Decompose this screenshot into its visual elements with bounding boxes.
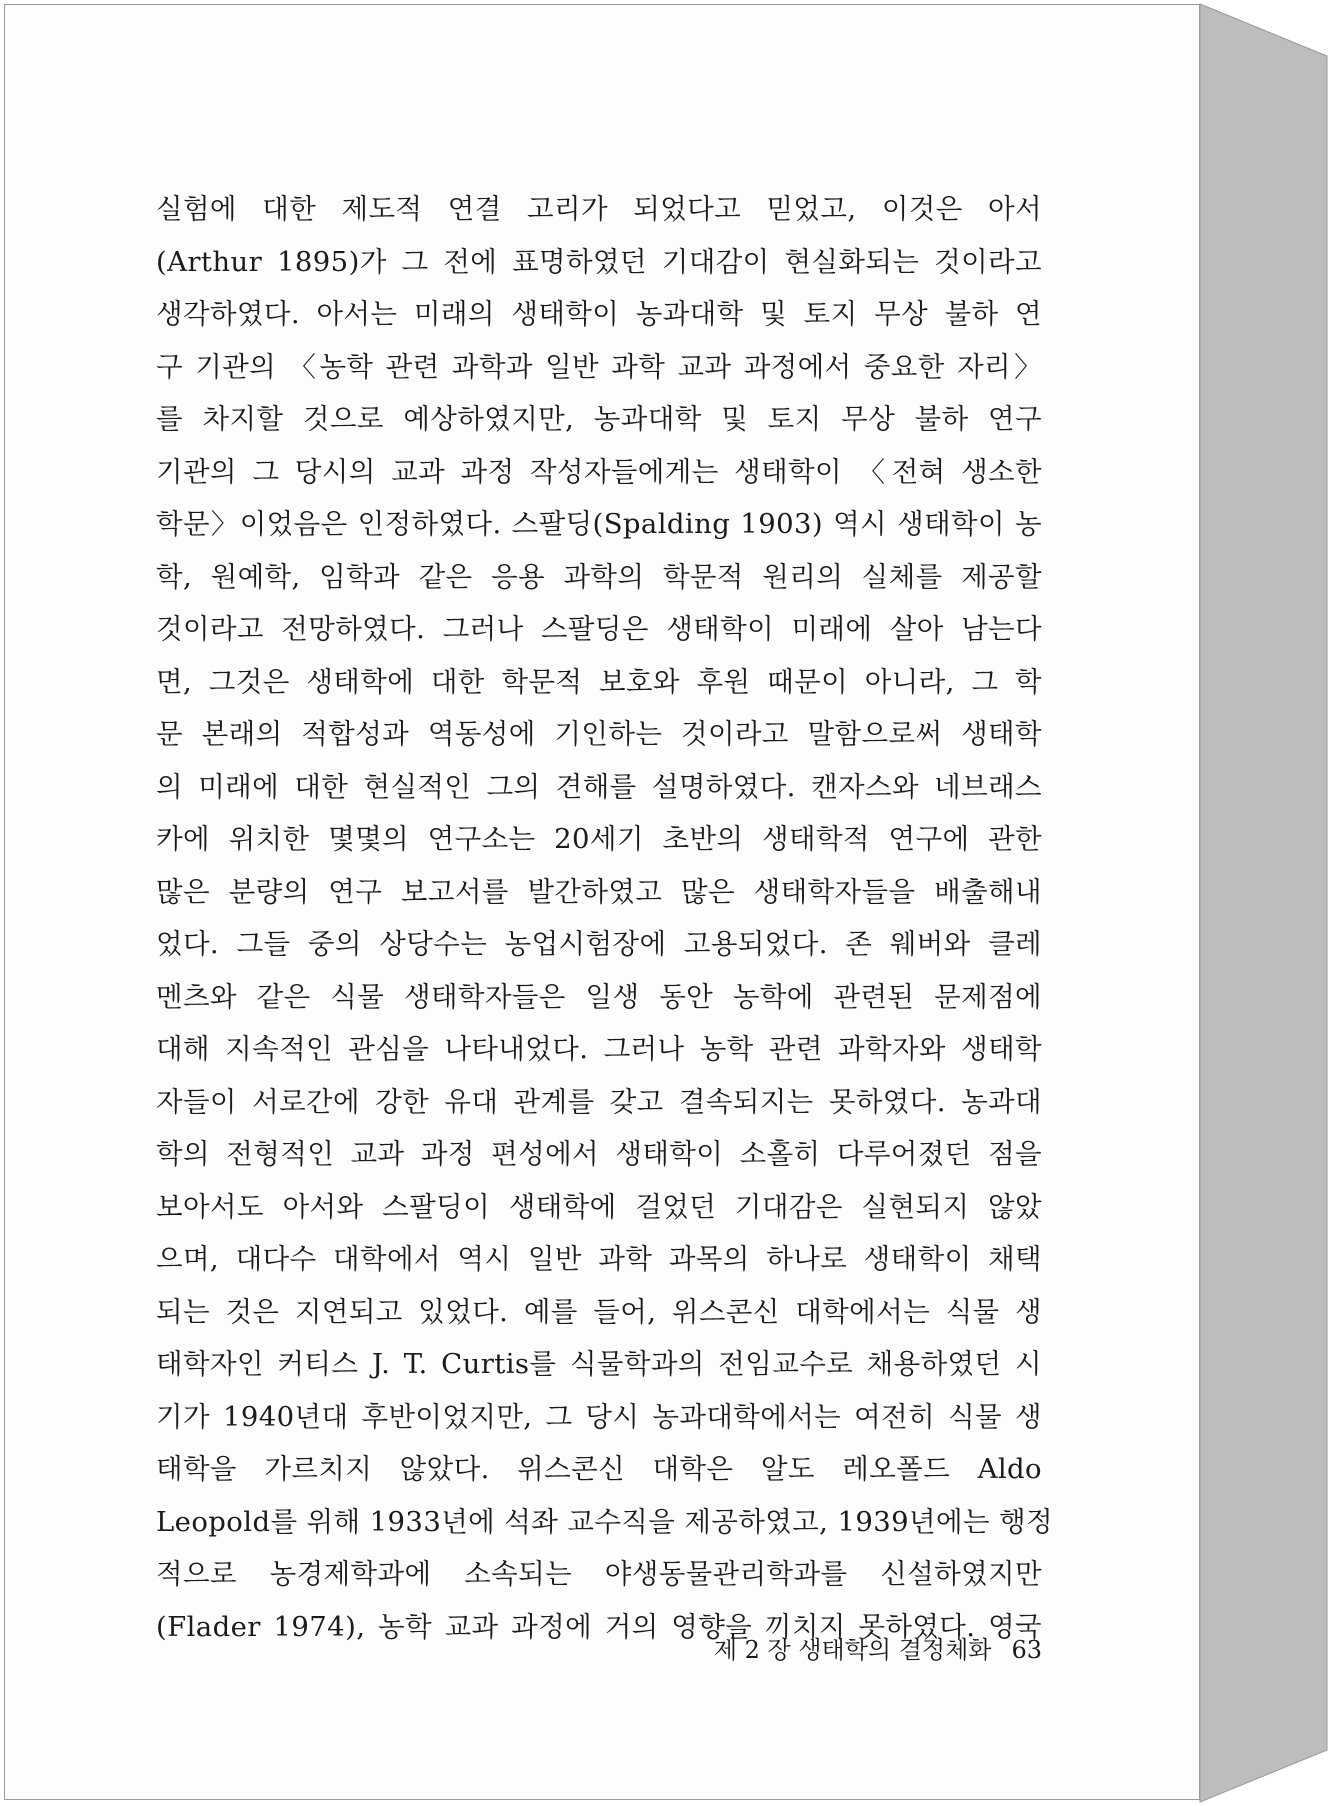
running-footer-chapter: 제 2 장 생태학의 결정체화: [713, 1636, 992, 1664]
text-line-9: 것이라고 전망하였다. 그러나 스팔딩은 생태학이 미래에 살아 남는다: [156, 613, 1042, 645]
text-line-1: 실험에 대한 제도적 연결 고리가 되었다고 믿었고, 이것은 아서: [156, 193, 1042, 225]
text-line-13: 카에 위치한 몇몇의 연구소는 20세기 초반의 생태학적 연구에 관한: [156, 823, 1042, 855]
text-line-23: 태학자인 커티스 J. T. Curtis를 식물학과의 전임교수로 채용하였던 시: [156, 1348, 1042, 1380]
page-footer: [714, 1630, 1042, 1665]
text-line-12: 의 미래에 대한 현실적인 그의 견해를 설명하였다. 캔자스와 네브래스: [156, 770, 1042, 803]
text-line-28: (Flader 1974), 농학 교과 과정에 거의 영향을 끼치지 못하였다. 영국: [156, 1610, 1042, 1643]
text-line-27: 적으로 농경제학과에 소속되는 야생동물관리학과를 신설하였지만: [156, 1558, 1042, 1590]
text-line-20: 보아서도 아서와 스팔딩이 생태학에 걸었던 기대감은 실현되지 않았: [156, 1190, 1042, 1223]
text-line-25: 태학을 가르치지 않았다. 위스콘신 대학은 알도 레오폴드 Aldo: [156, 1453, 1042, 1485]
text-line-22: 되는 것은 지연되고 있었다. 예를 들어, 위스콘신 대학에서는 식물 생: [156, 1295, 1042, 1328]
text-line-3: 생각하였다. 아서는 미래의 생태학이 농과대학 및 토지 무상 불하 연: [156, 298, 1042, 330]
text-line-4: 구 기관의 〈농학 관련 과학과 일반 과학 교과 과정에서 중요한 자리〉: [156, 350, 1042, 383]
page-number: 63: [1011, 1636, 1042, 1664]
text-line-7: 학문〉이었음은 인정하였다. 스팔딩(Spalding 1903) 역시 생태학이 농: [156, 508, 1042, 540]
body-text: [156, 183, 1054, 1653]
text-line-14: 많은 분량의 연구 보고서를 발간하였고 많은 생태학자들을 배출해내: [156, 875, 1042, 908]
text-line-15: 었다. 그들 중의 상당수는 농업시험장에 고용되었다. 존 웨버와 클레: [156, 928, 1042, 960]
text-line-2: (Arthur 1895)가 그 전에 표명하였던 기대감이 현실화되는 것이라고: [156, 245, 1042, 278]
text-line-6: 기관의 그 당시의 교과 과정 작성자들에게는 생태학이 〈전혀 생소한: [156, 455, 1042, 488]
text-line-18: 자들이 서로간에 강한 유대 관계를 갖고 결속되지는 못하였다. 농과대: [156, 1085, 1042, 1118]
text-line-10: 면, 그것은 생태학에 대한 학문적 보호와 후원 때문이 아니라, 그 학: [156, 665, 1042, 698]
text-line-21: 으며, 대다수 대학에서 역시 일반 과학 과목의 하나로 생태학이 채택: [156, 1243, 1042, 1275]
text-line-8: 학, 원예학, 임학과 같은 응용 과학의 학문적 원리의 실체를 제공할: [156, 560, 1042, 593]
text-line-26: Leopold를 위해 1933년에 석좌 교수직을 제공하였고, 1939년에는 행정: [156, 1505, 1054, 1538]
text-line-16: 멘츠와 같은 식물 생태학자들은 일생 동안 농학에 관련된 문제점에: [156, 980, 1042, 1013]
text-line-17: 대해 지속적인 관심을 나타내었다. 그러나 농학 관련 과학자와 생태학: [156, 1033, 1042, 1065]
text-line-24: 기가 1940년대 후반이었지만, 그 당시 농과대학에서는 여전히 식물 생: [156, 1400, 1042, 1433]
text-line-5: 를 차지할 것으로 예상하였지만, 농과대학 및 토지 무상 불하 연구: [156, 403, 1042, 435]
text-line-19: 학의 전형적인 교과 과정 편성에서 생태학이 소홀히 다루어졌던 점을: [156, 1138, 1042, 1170]
text-line-11: 문 본래의 적합성과 역동성에 기인하는 것이라고 말함으로써 생태학: [156, 718, 1042, 750]
